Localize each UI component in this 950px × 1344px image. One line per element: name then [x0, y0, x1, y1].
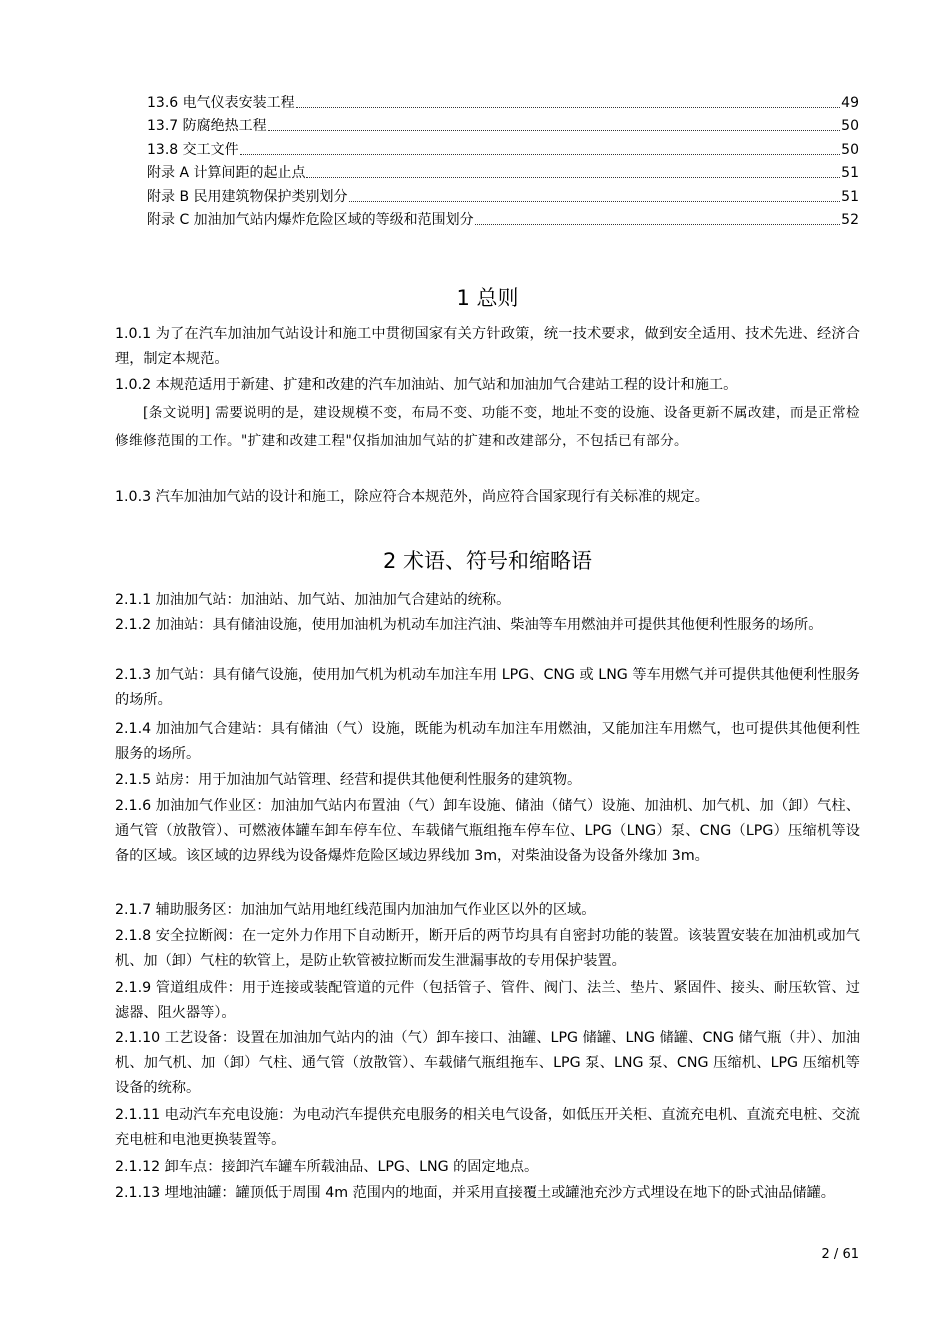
toc-leader-dots [296, 106, 841, 108]
term-2-1-3: 2.1.3 加气站：具有储气设施，使用加气机为机动车加注车用 LPG、CNG 或 LNG 等车用燃气并可提供其他便利性服务的场所。 [115, 667, 860, 708]
term-2-1-1: 2.1.1 加油加气站：加油站、加气站、加油加气合建站的统称。 [115, 592, 511, 608]
clause-explanation-note: [条文说明] 需要说明的是，建设规模不变，布局不变、功能不变，地址不变的设施、设备更新不属改建，而是正常检修维修范围的工作。"扩建和改建工程"仅指加油加气站的扩建和改建部分，不包括已有部分。 [115, 405, 860, 449]
toc-entry[interactable] [147, 160, 859, 184]
toc-entry[interactable] [147, 183, 859, 207]
term-2-1-10: 2.1.10 工艺设备：设置在加油加气站内的油（气）卸车接口、油罐、LPG 储罐、LNG 储罐、CNG 储气瓶（井）、加油机、加气机、加（卸）气柱、通气管（放散管）、车载储气瓶组拖车、LPG 泵、LNG 泵、CNG 压缩机、LPG 压缩机等设备的统称。 [115, 1030, 860, 1096]
toc-entry-page: 51 [841, 165, 859, 181]
term-2-1-2: 2.1.2 加油站：具有储油设施，使用加油机为机动车加注汽油、柴油等车用燃油并可提供其他便利性服务的场所。 [115, 617, 823, 633]
page-number: 2 / 61 [821, 1247, 859, 1262]
chapter-1-heading: 1 总则 [456, 286, 519, 310]
toc-entry-page: 49 [841, 94, 859, 111]
toc-entry-title: 附录 B 民用建筑物保护类别划分 [147, 188, 348, 205]
toc-entry[interactable] [147, 113, 859, 137]
clause-1-0-1: 1.0.1 为了在汽车加油加气站设计和施工中贯彻国家有关方针政策，统一技术要求，做到安全适用、技术先进、经济合理，制定本规范。 [115, 326, 860, 367]
toc-entry-page: 50 [841, 141, 859, 158]
toc-entry-page: 50 [841, 118, 859, 134]
toc-entry-title: 13.8 交工文件 [147, 141, 239, 158]
term-2-1-8: 2.1.8 安全拉断阀：在一定外力作用下自动断开，断开后的两节均具有自密封功能的装置。该装置安装在加油机或加气机、加（卸）气柱的软管上，是防止软管被拉断而发生泄漏事故的专用保护装置。 [115, 928, 860, 969]
toc-entry[interactable] [147, 136, 859, 160]
chapter-2-heading: 2 术语、符号和缩略语 [382, 549, 593, 573]
term-2-1-13: 2.1.13 埋地油罐：罐顶低于周围 4m 范围内的地面，并采用直接覆土或罐池充沙方式埋设在地下的卧式油品储罐。 [115, 1185, 835, 1201]
term-2-1-7: 2.1.7 辅助服务区：加油加气站用地红线范围内加油加气作业区以外的区域。 [115, 902, 596, 918]
table-of-contents [147, 89, 859, 230]
toc-entry[interactable] [147, 89, 859, 113]
toc-leader-dots [475, 223, 840, 225]
toc-entry-page: 51 [841, 188, 859, 205]
toc-entry-title: 附录 A 计算间距的起止点 [147, 165, 306, 181]
term-2-1-5: 2.1.5 站房：用于加油加气站管理、经营和提供其他便利性服务的建筑物。 [115, 772, 582, 788]
clause-1-0-3: 1.0.3 汽车加油加气站的设计和施工，除应符合本规范外，尚应符合国家现行有关标准的规定。 [115, 489, 709, 505]
toc-leader-dots [306, 176, 840, 178]
toc-entry-title: 13.6 电气仪表安装工程 [147, 94, 295, 111]
toc-entry[interactable] [147, 207, 859, 231]
toc-leader-dots [349, 200, 841, 202]
toc-entry-title: 附录 C 加油加气站内爆炸危险区域的等级和范围划分 [147, 212, 474, 228]
toc-entry-page: 52 [841, 212, 859, 228]
toc-entry-title: 13.7 防腐绝热工程 [147, 118, 267, 134]
clause-1-0-2: 1.0.2 本规范适用于新建、扩建和改建的汽车加油站、加气站和加油加气合建站工程的设计和施工。 [115, 377, 738, 393]
term-2-1-6: 2.1.6 加油加气作业区：加油加气站内布置油（气）卸车设施、储油（储气）设施、加油机、加气机、加（卸）气柱、通气管（放散管）、可燃液体罐车卸车停车位、车载储气瓶组拖车停车位、LPG（LNG）泵、CNG（LPG）压缩机等设备的区域。该区域的边界线为设备爆炸危险区域边界线加 3m，对柴油设备为设备外缘加 3m。 [115, 798, 860, 864]
term-2-1-9: 2.1.9 管道组成件：用于连接或装配管道的元件（包括管子、管件、阀门、法兰、垫片、紧固件、接头、耐压软管、过滤器、阻火器等）。 [115, 980, 860, 1021]
term-2-1-11: 2.1.11 电动汽车充电设施：为电动汽车提供充电服务的相关电气设备，如低压开关柜、直流充电机、直流充电桩、交流充电桩和电池更换装置等。 [115, 1107, 860, 1148]
toc-leader-dots [268, 129, 841, 131]
term-2-1-4: 2.1.4 加油加气合建站：具有储油（气）设施，既能为机动车加注车用燃油，又能加注车用燃气，也可提供其他便利性服务的场所。 [115, 721, 860, 762]
toc-leader-dots [240, 153, 841, 155]
term-2-1-12: 2.1.12 卸车点：接卸汽车罐车所载油品、LPG、LNG 的固定地点。 [115, 1159, 539, 1175]
